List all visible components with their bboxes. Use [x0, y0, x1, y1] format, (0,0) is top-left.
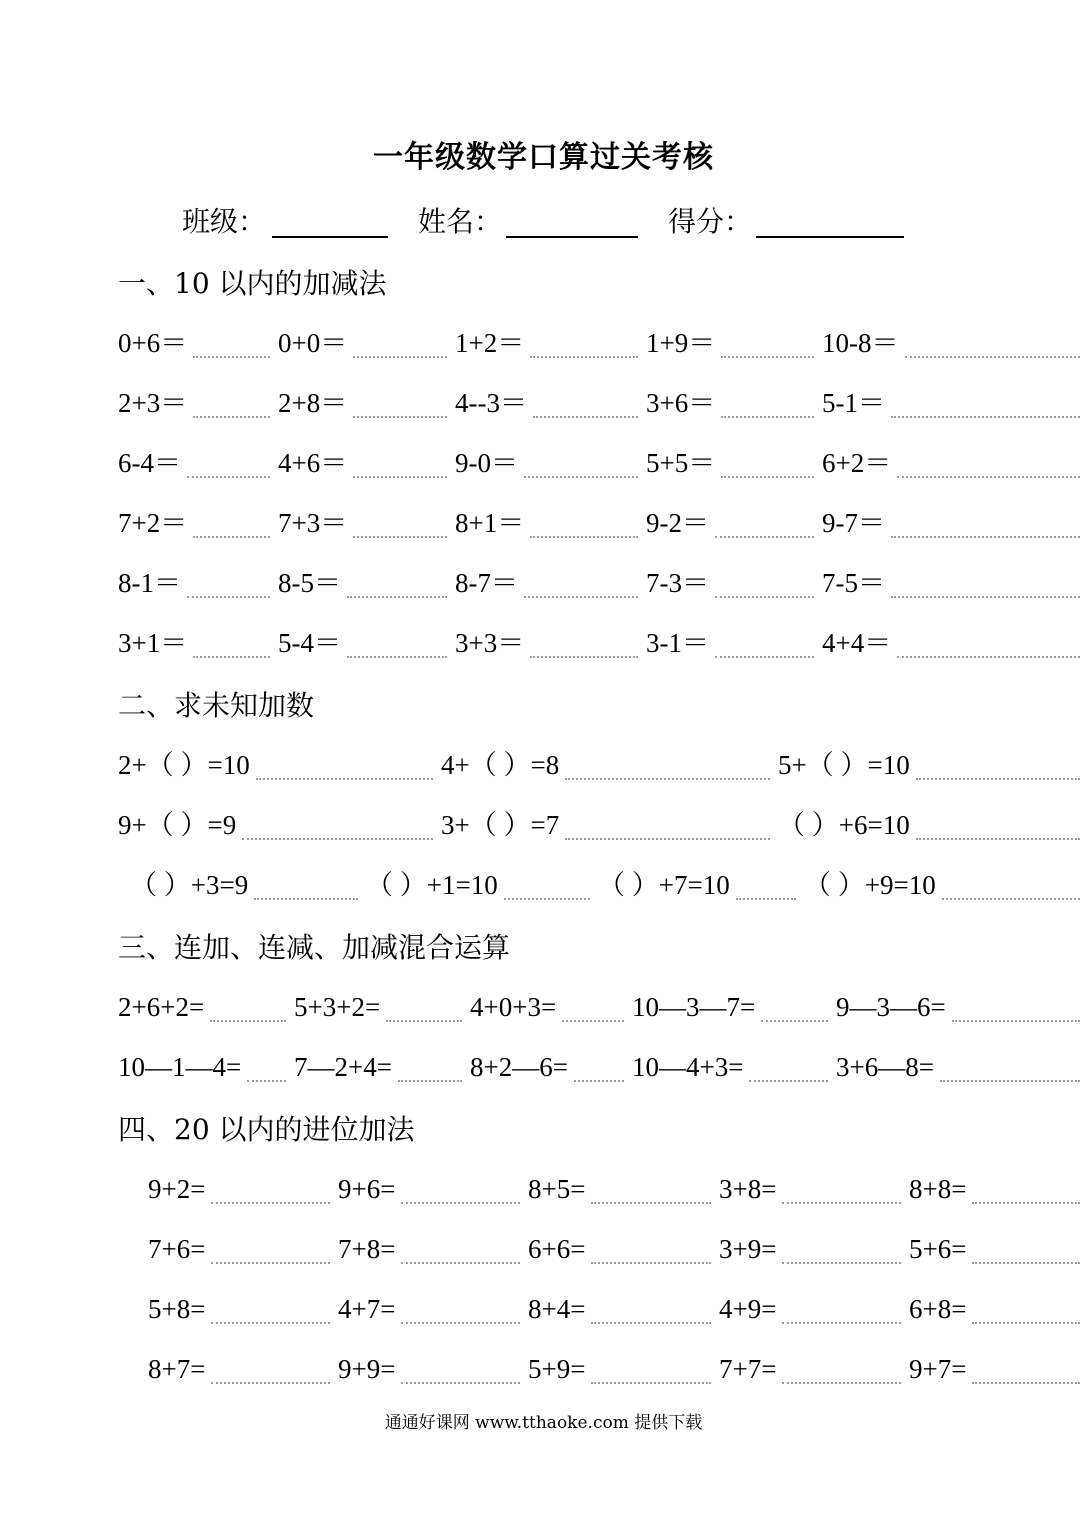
answer-blank[interactable]	[721, 476, 814, 478]
problem: （ ）+1=10	[366, 870, 498, 900]
problem: 0+0＝	[278, 328, 348, 358]
answer-blank[interactable]	[565, 778, 770, 780]
answer-blank[interactable]	[891, 416, 1080, 418]
problem: 2+3＝	[118, 388, 188, 418]
answer-blank[interactable]	[891, 536, 1080, 538]
answer-blank[interactable]	[715, 536, 814, 538]
problem: 3+1＝	[118, 628, 188, 658]
answer-blank[interactable]	[591, 1322, 711, 1324]
problem: 10—4+3=	[632, 1052, 744, 1082]
problem: 8+7=	[148, 1354, 206, 1384]
answer-blank[interactable]	[761, 1020, 828, 1022]
problem: 4+6＝	[278, 448, 348, 478]
problem: 10—3—7=	[632, 992, 756, 1022]
answer-blank[interactable]	[401, 1322, 520, 1324]
problem: 8-5＝	[278, 568, 341, 598]
problem: 3+（ ）=7	[441, 810, 560, 840]
answer-blank[interactable]	[721, 356, 814, 358]
answer-blank[interactable]	[972, 1322, 1080, 1324]
problem: 8-7＝	[455, 568, 518, 598]
answer-blank[interactable]	[187, 476, 270, 478]
answer-blank[interactable]	[952, 1020, 1080, 1022]
answer-blank[interactable]	[193, 536, 270, 538]
problem: 0+6＝	[118, 328, 188, 358]
answer-blank[interactable]	[782, 1322, 901, 1324]
problem: 3+9=	[719, 1234, 777, 1264]
problem: 5-1＝	[822, 388, 885, 418]
answer-blank[interactable]	[386, 1020, 462, 1022]
answer-blank[interactable]	[353, 416, 447, 418]
problem: 9—3—6=	[836, 992, 946, 1022]
answer-blank[interactable]	[401, 1202, 520, 1204]
answer-blank[interactable]	[530, 536, 638, 538]
problem: 8+2—6=	[470, 1052, 568, 1082]
answer-blank[interactable]	[916, 838, 1080, 840]
answer-blank[interactable]	[574, 1080, 624, 1082]
problem: 7+7=	[719, 1354, 777, 1384]
problem: 4+9=	[719, 1294, 777, 1324]
section-heading: 三、连加、连减、加减混合运算	[118, 931, 511, 964]
problem: （ ）+3=9	[130, 870, 249, 900]
answer-blank[interactable]	[942, 898, 1080, 900]
answer-blank[interactable]	[530, 656, 638, 658]
answer-blank[interactable]	[353, 476, 447, 478]
problem: 8-1＝	[118, 568, 181, 598]
problem: 2+6+2=	[118, 992, 205, 1022]
problem: 4--3＝	[455, 388, 527, 418]
answer-blank[interactable]	[254, 898, 358, 900]
answer-blank[interactable]	[193, 656, 270, 658]
problem: 3-1＝	[646, 628, 709, 658]
class-blank[interactable]	[272, 236, 388, 238]
answer-blank[interactable]	[591, 1382, 711, 1384]
answer-blank[interactable]	[715, 596, 814, 598]
answer-blank[interactable]	[562, 1020, 624, 1022]
answer-blank[interactable]	[916, 778, 1080, 780]
problem: 9-2＝	[646, 508, 709, 538]
class-field	[182, 202, 392, 242]
answer-blank[interactable]	[972, 1382, 1080, 1384]
section-heading: 四、20 以内的进位加法	[118, 1113, 415, 1146]
score-label: 得分：	[668, 205, 753, 238]
problem: 9+6=	[338, 1174, 396, 1204]
answer-blank[interactable]	[940, 1080, 1080, 1082]
answer-blank[interactable]	[398, 1080, 462, 1082]
answer-blank[interactable]	[256, 778, 433, 780]
problem: 7+2＝	[118, 508, 188, 538]
problem: 9+9=	[338, 1354, 396, 1384]
answer-blank[interactable]	[211, 1382, 330, 1384]
problem: 5-4＝	[278, 628, 341, 658]
problem: 4+4＝	[822, 628, 892, 658]
problem: 1+2＝	[455, 328, 525, 358]
problem: 5+6=	[909, 1234, 967, 1264]
problem: 8+1＝	[455, 508, 525, 538]
answer-blank[interactable]	[524, 596, 638, 598]
problem: 5+8=	[148, 1294, 206, 1324]
score-blank[interactable]	[756, 236, 904, 238]
problem: 7-3＝	[646, 568, 709, 598]
answer-blank[interactable]	[530, 356, 638, 358]
footer-source: 通通好课网 www.tthaoke.com 提供下载	[384, 1413, 703, 1433]
section-heading: 一、10 以内的加减法	[118, 267, 387, 300]
answer-blank[interactable]	[782, 1202, 901, 1204]
name-field	[418, 202, 642, 242]
answer-blank[interactable]	[353, 536, 447, 538]
answer-blank[interactable]	[401, 1262, 520, 1264]
problem: 2+（ ）=10	[118, 750, 250, 780]
answer-blank[interactable]	[211, 1262, 330, 1264]
problem: 9+7=	[909, 1354, 967, 1384]
problem: 9-0＝	[455, 448, 518, 478]
problem: 4+0+3=	[470, 992, 557, 1022]
problem: 5+9=	[528, 1354, 586, 1384]
name-blank[interactable]	[506, 236, 638, 238]
problem: 9+（ ）=9	[118, 810, 237, 840]
answer-blank[interactable]	[782, 1382, 901, 1384]
problem: （ ）+7=10	[598, 870, 730, 900]
answer-blank[interactable]	[242, 838, 433, 840]
answer-blank[interactable]	[193, 356, 270, 358]
problem: 5+5＝	[646, 448, 716, 478]
problem: 6+6=	[528, 1234, 586, 1264]
problem: 3+3＝	[455, 628, 525, 658]
answer-blank[interactable]	[401, 1382, 520, 1384]
problem: 7+3＝	[278, 508, 348, 538]
problem: 7-5＝	[822, 568, 885, 598]
answer-blank[interactable]	[891, 596, 1080, 598]
problem: 6-4＝	[118, 448, 181, 478]
answer-blank[interactable]	[897, 656, 1080, 658]
problem: 10-8＝	[822, 328, 899, 358]
class-label: 班级：	[182, 205, 267, 238]
problem: 7—2+4=	[294, 1052, 392, 1082]
answer-blank[interactable]	[591, 1262, 711, 1264]
page-title: 一年级数学口算过关考核	[373, 140, 714, 175]
section-heading: 二、求未知加数	[118, 689, 315, 722]
problem: 3+6—8=	[836, 1052, 934, 1082]
answer-blank[interactable]	[347, 596, 447, 598]
problem: 7+6=	[148, 1234, 206, 1264]
problem: 8+8=	[909, 1174, 967, 1204]
score-field	[668, 202, 908, 242]
answer-blank[interactable]	[211, 1322, 330, 1324]
answer-blank[interactable]	[210, 1020, 286, 1022]
problem: 9-7＝	[822, 508, 885, 538]
answer-blank[interactable]	[749, 1080, 828, 1082]
problem: 2+8＝	[278, 388, 348, 418]
problem: 4+（ ）=8	[441, 750, 560, 780]
problem: （ ）+6=10	[778, 810, 910, 840]
problem: 3+6＝	[646, 388, 716, 418]
answer-blank[interactable]	[905, 356, 1081, 358]
answer-blank[interactable]	[504, 898, 590, 900]
answer-blank[interactable]	[247, 1080, 286, 1082]
answer-blank[interactable]	[533, 416, 638, 418]
answer-blank[interactable]	[347, 656, 447, 658]
answer-blank[interactable]	[715, 656, 814, 658]
problem: 5+3+2=	[294, 992, 381, 1022]
problem: 8+4=	[528, 1294, 586, 1324]
answer-blank[interactable]	[736, 898, 796, 900]
answer-blank[interactable]	[524, 476, 638, 478]
name-label: 姓名：	[418, 205, 503, 238]
answer-blank[interactable]	[565, 838, 770, 840]
answer-blank[interactable]	[721, 416, 814, 418]
problem: 6+2＝	[822, 448, 892, 478]
problem: 1+9＝	[646, 328, 716, 358]
answer-blank[interactable]	[782, 1262, 901, 1264]
answer-blank[interactable]	[897, 476, 1080, 478]
answer-blank[interactable]	[193, 416, 270, 418]
problem: 4+7=	[338, 1294, 396, 1324]
answer-blank[interactable]	[972, 1262, 1080, 1264]
problem: 7+8=	[338, 1234, 396, 1264]
answer-blank[interactable]	[591, 1202, 711, 1204]
problem: 6+8=	[909, 1294, 967, 1324]
problem: 8+5=	[528, 1174, 586, 1204]
problem: （ ）+9=10	[804, 870, 936, 900]
problem: 3+8=	[719, 1174, 777, 1204]
problem: 10—1—4=	[118, 1052, 242, 1082]
answer-blank[interactable]	[353, 356, 447, 358]
answer-blank[interactable]	[187, 596, 270, 598]
answer-blank[interactable]	[211, 1202, 330, 1204]
problem: 5+（ ）=10	[778, 750, 910, 780]
answer-blank[interactable]	[972, 1202, 1080, 1204]
problem: 9+2=	[148, 1174, 206, 1204]
